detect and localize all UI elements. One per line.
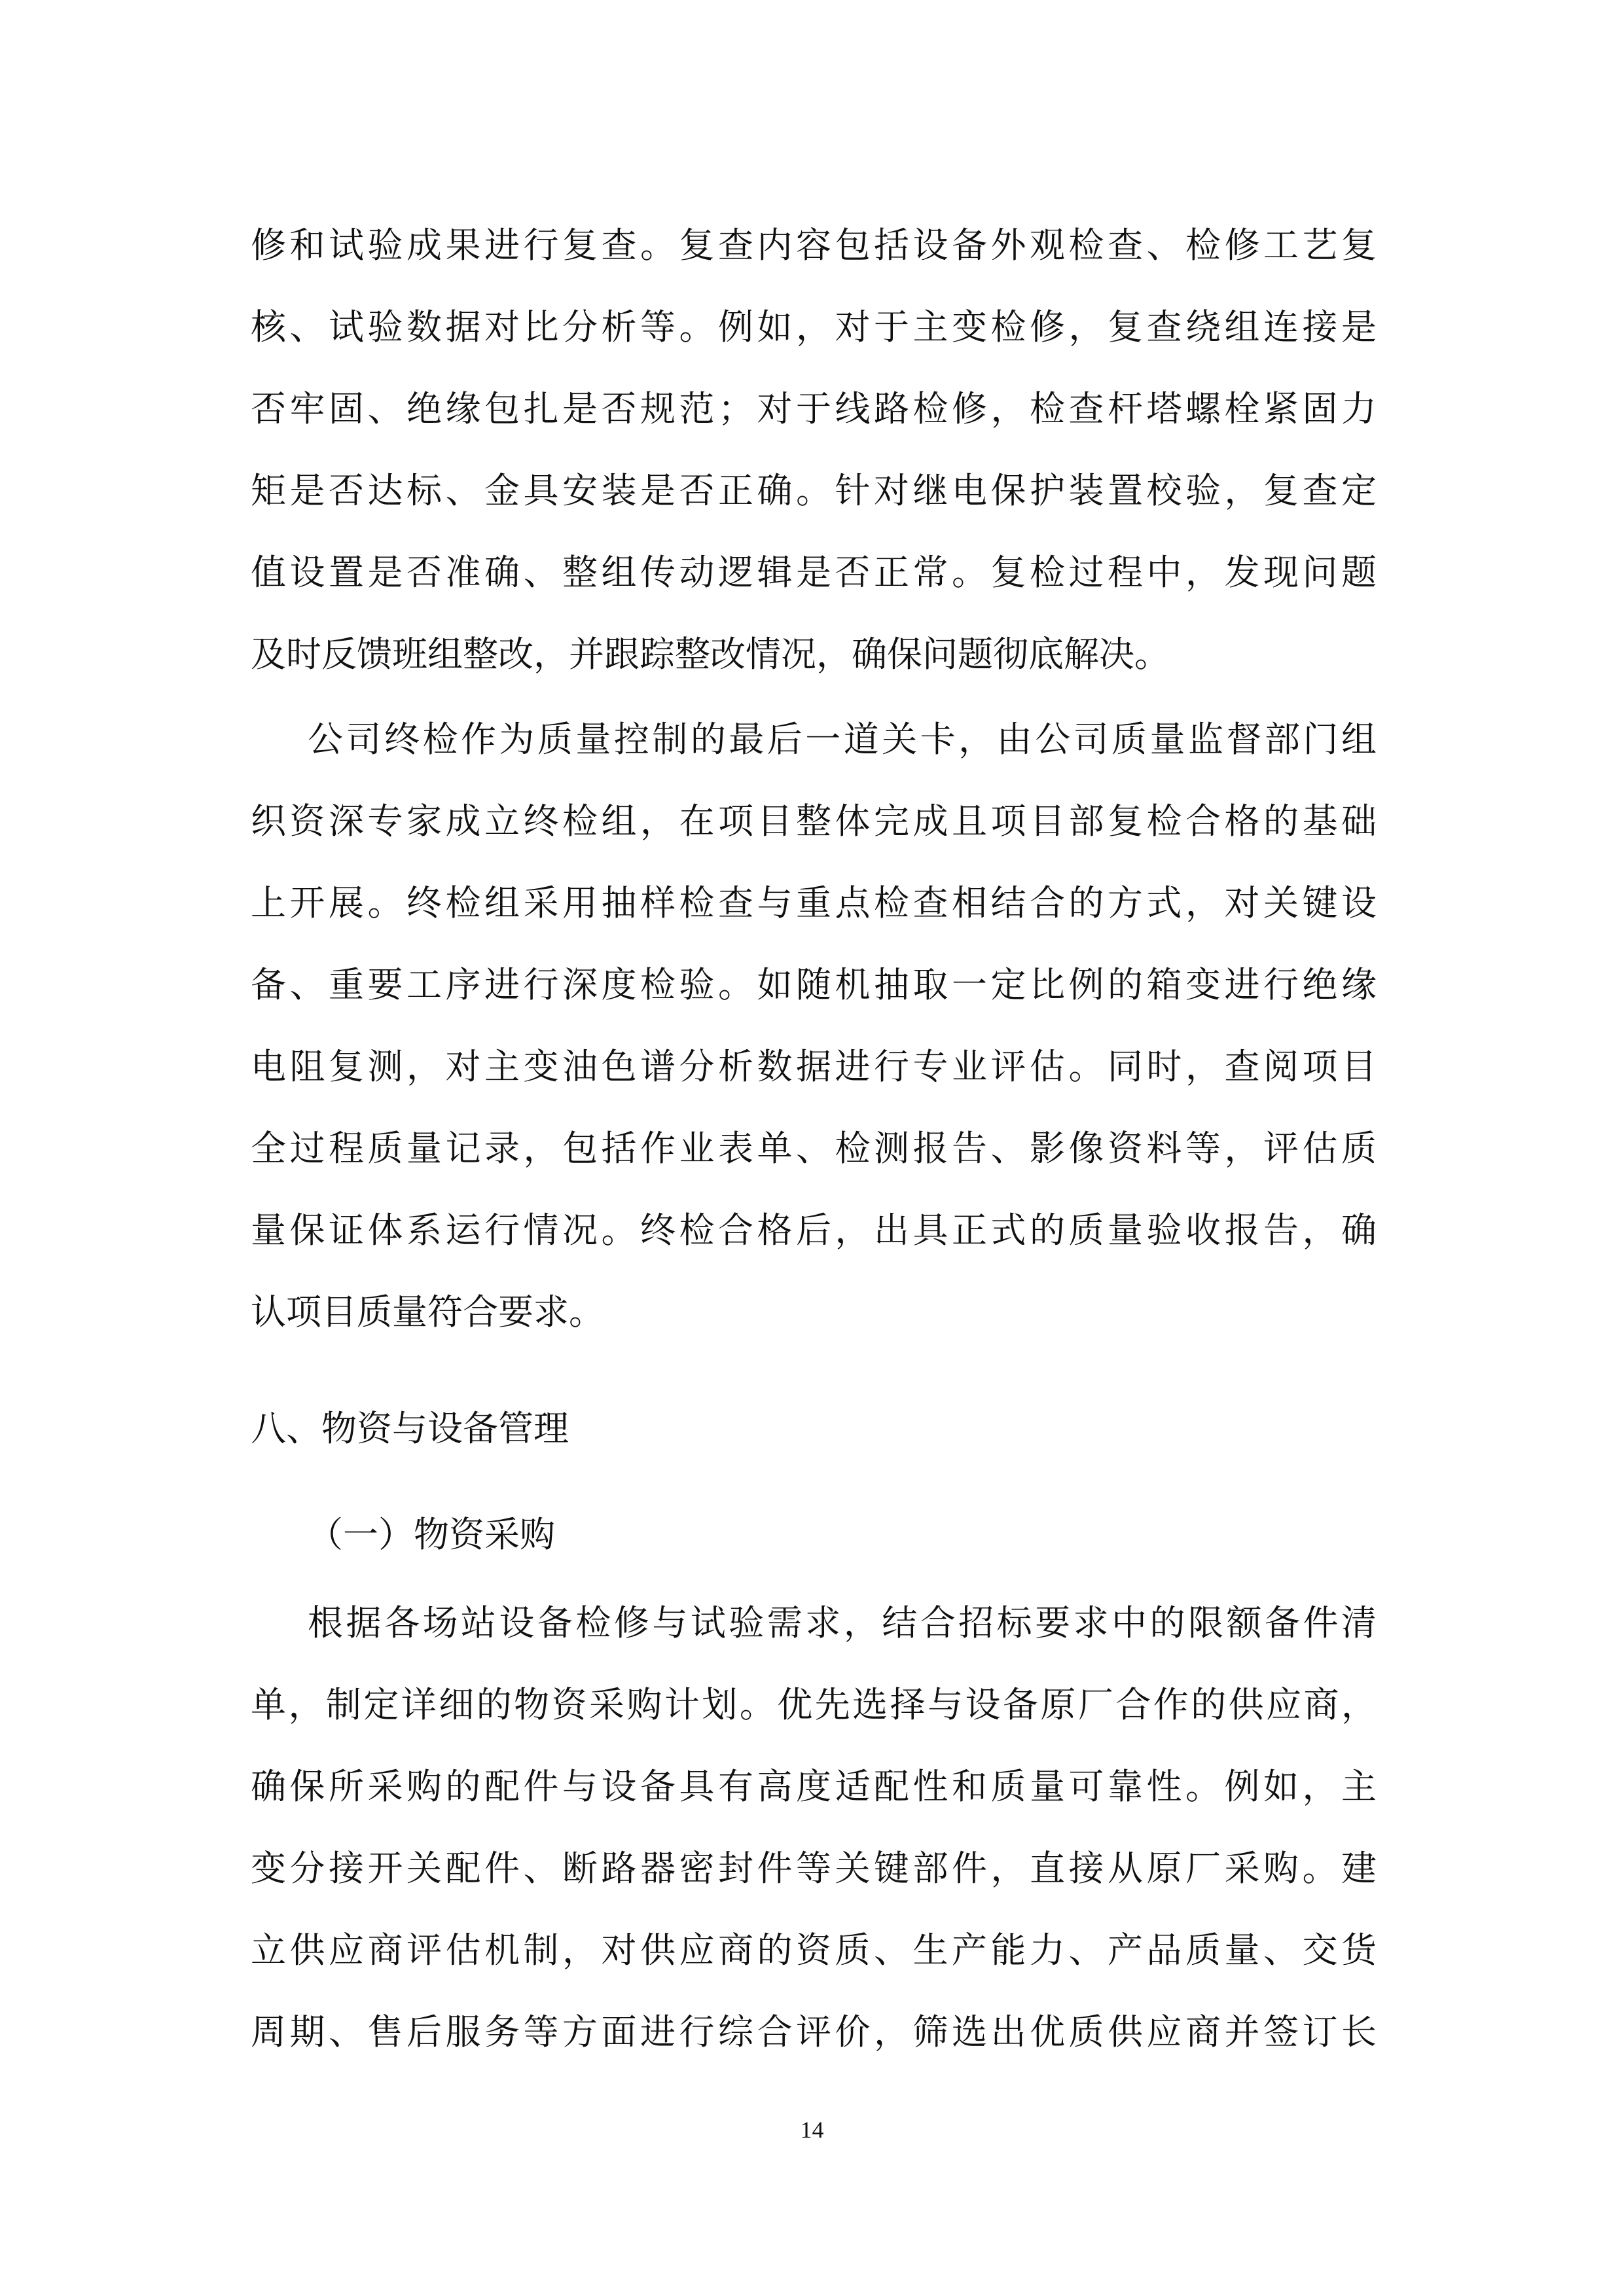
paragraph-2-line-1: 公司终检作为质量控制的最后一道关卡，由公司质量监督部门组 — [308, 719, 1377, 760]
paragraph-2-line-3: 上开展。终检组采用抽样检查与重点检查相结合的方式，对关键设 — [251, 882, 1377, 924]
paragraph-1-line-5: 值设置是否准确、整组传动逻辑是否正常。复检过程中，发现问题 — [251, 552, 1377, 593]
paragraph-1-line-1: 修和试验成果进行复查。复查内容包括设备外观检查、检修工艺复 — [251, 224, 1377, 266]
paragraph-3-line-5: 立供应商评估机制，对供应商的资质、生产能力、产品质量、交货 — [251, 1929, 1377, 1971]
paragraph-3-line-3: 确保所采购的配件与设备具有高度适配性和质量可靠性。例如，主 — [251, 1766, 1377, 1807]
page-number: 14 — [800, 2117, 824, 2143]
paragraph-2-line-6: 全过程质量记录，包括作业表单、检测报告、影像资料等，评估质 — [251, 1128, 1377, 1169]
paragraph-2-line-4: 备、重要工序进行深度检验。如随机抽取一定比例的箱变进行绝缘 — [251, 964, 1377, 1005]
paragraph-1-line-4: 矩是否达标、金具安装是否正确。针对继电保护装置校验，复查定 — [251, 470, 1377, 511]
paragraph-1-line-6: 及时反馈班组整改，并跟踪整改情况，确保问题彻底解决。 — [251, 634, 1170, 675]
paragraph-3-line-6: 周期、售后服务等方面进行综合评价，筛选出优质供应商并签订长 — [251, 2011, 1377, 2053]
paragraph-1-line-2: 核、试验数据对比分析等。例如，对于主变检修，复查绕组连接是 — [251, 306, 1377, 348]
paragraph-3-line-4: 变分接开关配件、断路器密封件等关键部件，直接从原厂采购。建 — [251, 1848, 1377, 1889]
section-heading: 八、物资与设备管理 — [251, 1408, 569, 1449]
paragraph-2-line-5: 电阻复测，对主变油色谱分析数据进行专业评估。同时，查阅项目 — [251, 1046, 1377, 1087]
paragraph-3-line-1: 根据各场站设备检修与试验需求，结合招标要求中的限额备件清 — [308, 1602, 1377, 1643]
paragraph-2-line-7: 量保证体系运行情况。终检合格后，出具正式的质量验收报告，确 — [251, 1210, 1377, 1251]
paragraph-3-line-2: 单，制定详细的物资采购计划。优先选择与设备原厂合作的供应商， — [251, 1684, 1377, 1725]
paragraph-2-line-8: 认项目质量符合要求。 — [251, 1291, 604, 1333]
subsection-heading: （一）物资采购 — [308, 1514, 555, 1555]
paragraph-2-line-2: 织资深专家成立终检组，在项目整体完成且项目部复检合格的基础 — [251, 800, 1377, 842]
paragraph-1-line-3: 否牢固、绝缘包扎是否规范；对于线路检修，检查杆塔螺栓紧固力 — [251, 388, 1377, 429]
